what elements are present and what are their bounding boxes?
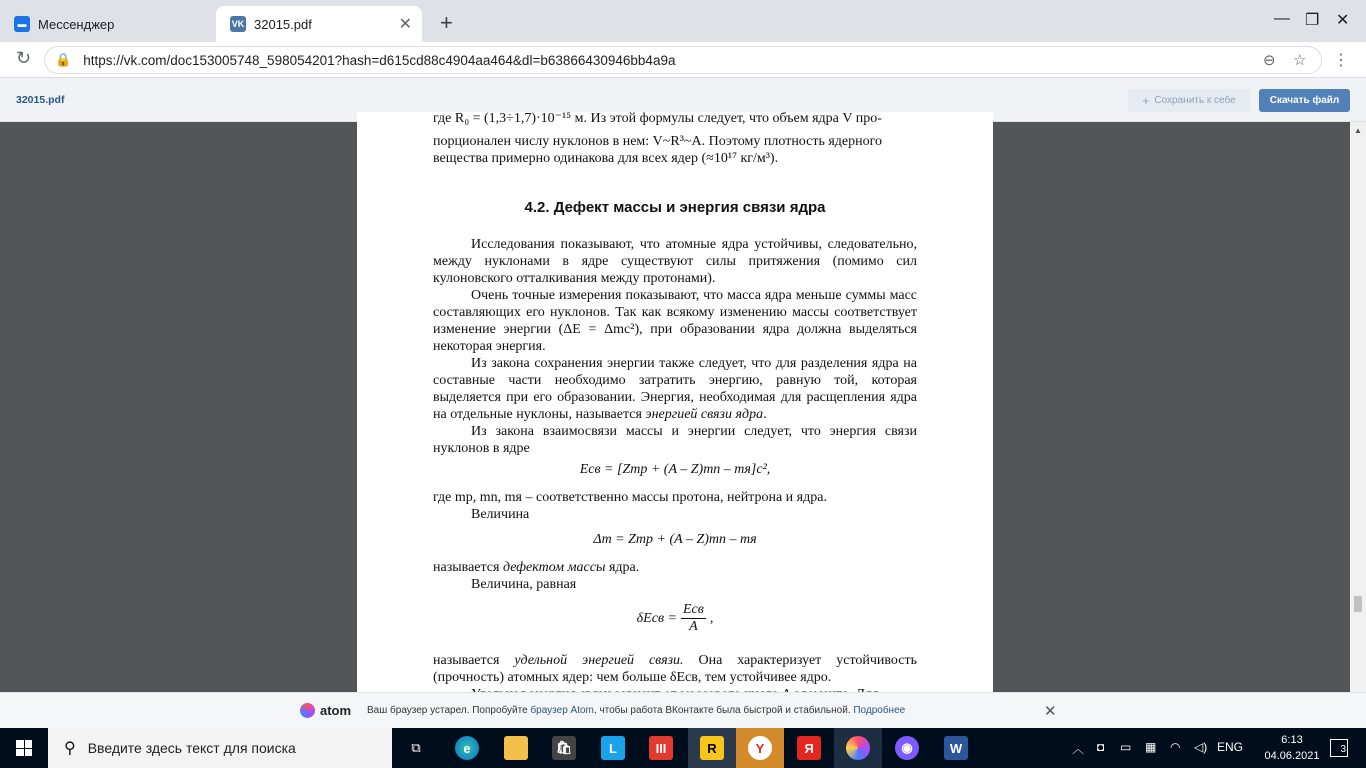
- battery-icon[interactable]: ▭: [1120, 740, 1132, 754]
- scroll-up-icon[interactable]: ▲: [1354, 126, 1362, 135]
- edge-icon[interactable]: e: [455, 736, 479, 760]
- formula-binding-energy: Eсв = [Zmp + (A – Z)mn – mя]c²,: [579, 462, 771, 477]
- camera-icon[interactable]: ◘: [1097, 740, 1105, 754]
- task-view-icon[interactable]: ⧉: [411, 740, 421, 755]
- page-text-top: порционален числу нуклонов в нем: V~R³~A. Поэтому плотность ядерного вещества примерно одинакова для всех ядер (≈10¹⁷ кг/м³).: [433, 134, 883, 166]
- browser-outdated-banner: [0, 692, 1366, 728]
- paragraph-block: [433, 559, 917, 593]
- banner-text: Ваш браузер устарел. Попробуйте браузер Atom, чтобы работа ВКонтакте была быстрой и стабильной. Подробнее: [367, 705, 906, 716]
- menu-kebab-icon[interactable]: ⋮: [1333, 52, 1349, 69]
- paragraph: где mp, mn, mя – соответственно массы протона, нейтрона и ядра.: [433, 490, 827, 505]
- paragraph: называется удельной энергией связи. Она характеризует устойчивость (прочность) атомных ядер: чем больше δEсв, тем устойчивее ядро.: [433, 653, 917, 685]
- browser-toolbar: [0, 42, 1366, 78]
- lock-icon: 🔒: [55, 52, 72, 67]
- wifi-icon[interactable]: ◠: [1170, 740, 1181, 754]
- section-heading: 4.2. Дефект массы и энергия связи ядра: [524, 199, 826, 216]
- url-text: https://vk.com/doc153005748_598054201?hash=d615cd88c4904aa464&dl=b63866430946bb4a9a: [83, 52, 676, 68]
- tab-label: Мессенджер: [38, 16, 115, 32]
- plus-icon: +: [1142, 93, 1150, 108]
- volume-icon[interactable]: ◁): [1194, 740, 1208, 754]
- minimize-button[interactable]: —: [1274, 10, 1290, 27]
- tab-messenger[interactable]: [0, 6, 214, 42]
- scrollbar-thumb[interactable]: [1354, 596, 1362, 612]
- pdf-page: [357, 112, 993, 712]
- messenger-icon: ▬: [14, 16, 30, 32]
- atom-logo: atom: [300, 703, 351, 718]
- language-indicator[interactable]: ENG: [1217, 740, 1244, 754]
- paragraph: Из закона взаимосвязи массы и энергии следует, что энергия связи нуклонов в ядре: [433, 424, 917, 456]
- yandex-browser-icon[interactable]: Y: [748, 736, 772, 760]
- new-tab-button[interactable]: +: [440, 10, 453, 35]
- notification-center-button[interactable]: 3: [1330, 739, 1348, 757]
- paragraph: Из закона сохранения энергии также следует, что для разделения ядра на составные части необходимо затратить энергию, равную той, которая выделяется при его образовании. Энергия, необходимая для расщепления ядра на отдельные нуклоны, называется энергией связи ядра.: [433, 356, 917, 422]
- paragraph-block: [433, 236, 917, 457]
- search-icon: ⚲: [64, 740, 76, 757]
- discord-icon[interactable]: ◉: [895, 736, 919, 760]
- close-icon[interactable]: ✕: [398, 16, 412, 33]
- tab-pdf[interactable]: [216, 6, 422, 42]
- save-to-self-button[interactable]: + Сохранить к себе: [1128, 89, 1250, 112]
- windows-logo-icon: [16, 740, 32, 756]
- yandex-icon[interactable]: Я: [797, 736, 821, 760]
- banner-close-icon[interactable]: ✕: [1044, 703, 1057, 720]
- paragraph: Величина: [471, 507, 530, 522]
- atom-browser-link[interactable]: браузер Atom: [530, 705, 594, 716]
- chevron-up-icon[interactable]: ︿: [1072, 742, 1085, 756]
- zoom-icon[interactable]: ⊖: [1263, 52, 1276, 69]
- tab-label: 32015.pdf: [254, 16, 312, 32]
- paragraph: Очень точные измерения показывают, что масса ядра меньше суммы масс составляющих его нуклонов. Так как всякому изменению массы соответствует изменение энергии (ΔE = Δmc²), при образовании ядра должна выделяться некоторая энергия.: [433, 288, 917, 354]
- formula-specific-energy: δEсв = Eсв A ,: [636, 602, 714, 634]
- network-icon[interactable]: ▦: [1145, 740, 1157, 754]
- paragraph: Величина, равная: [471, 577, 577, 592]
- formula-mass-defect: Δm = Zmp + (A – Z)mn – mя: [593, 532, 757, 547]
- vk-icon: VK: [230, 16, 246, 32]
- system-clock[interactable]: 6:13 04.06.2021: [1264, 734, 1320, 762]
- taskbar-search[interactable]: ⚲ Введите здесь текст для поиска: [48, 728, 392, 768]
- atom-browser-icon[interactable]: [846, 736, 870, 760]
- page-text-cut: где R₀ = (1,3÷1,7)·10⁻¹⁵ м. Из этой формулы следует, что объем ядра V про-: [433, 111, 882, 126]
- download-file-button[interactable]: Скачать файл: [1259, 89, 1350, 112]
- reload-icon[interactable]: ↻: [16, 48, 32, 68]
- word-icon[interactable]: W: [944, 736, 968, 760]
- restore-button[interactable]: ❐: [1305, 12, 1320, 29]
- document-filename: 32015.pdf: [16, 94, 65, 106]
- paragraph: Исследования показывают, что атомные ядра устойчивы, следовательно, между нуклонами в ядре существуют силы притяжения (помимо сил кулоновского отталкивания между протонами).: [433, 237, 917, 286]
- start-button[interactable]: [0, 728, 48, 768]
- address-bar[interactable]: [44, 46, 1322, 74]
- app-l-icon[interactable]: L: [601, 736, 625, 760]
- store-icon[interactable]: 🛍: [552, 736, 576, 760]
- file-explorer-icon[interactable]: [504, 736, 528, 760]
- window-close-button[interactable]: ✕: [1336, 12, 1350, 29]
- bookmark-star-icon[interactable]: ☆: [1293, 52, 1307, 69]
- windows-taskbar: [0, 728, 1366, 768]
- paragraph-block: [433, 489, 917, 523]
- paragraph: называется дефектом массы ядра.: [433, 560, 640, 575]
- tab-strip: [0, 0, 1366, 42]
- viewer-scrollbar[interactable]: [1350, 122, 1366, 692]
- pdf-viewer[interactable]: [0, 111, 1366, 692]
- rockstar-icon[interactable]: R: [700, 736, 724, 760]
- app-red-icon[interactable]: III: [649, 736, 673, 760]
- atom-icon: [300, 703, 315, 718]
- more-info-link[interactable]: Подробнее: [853, 705, 906, 716]
